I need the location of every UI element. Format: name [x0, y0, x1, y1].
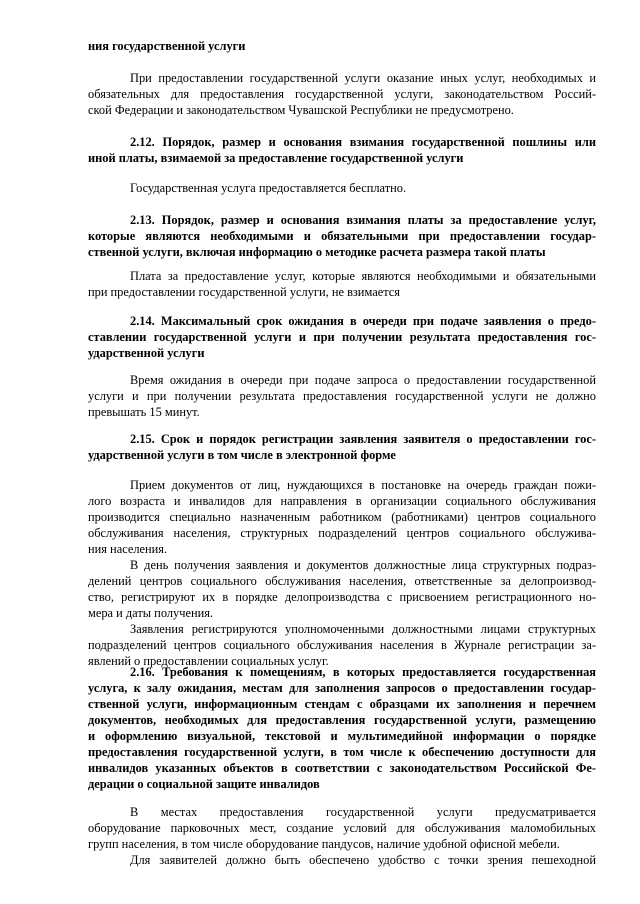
heading-continuation — [88, 38, 596, 54]
section-2-14-text-line: Время ожидания в очереди при подаче запроса о предоставлении государственной — [130, 373, 596, 387]
section-2-16-text-line: Для заявителей должно быть обеспечено удобство с точки зрения пешеходной — [130, 853, 596, 867]
section-2-14-text-line: превышать 15 минут. — [88, 405, 200, 419]
section-2-16-heading-line: ственной услуги, информационным стендам с образцами их заполнения и перечнем — [88, 697, 596, 711]
section-2-16-heading-line: и оформлению визуальной, текстовой и мультимедийной информации о порядке — [88, 729, 596, 743]
section-2-16-heading-line: предоставления государственной услуги, в том числе к обеспечению доступности для — [88, 745, 596, 759]
section-2-12-heading-line: 2.12. Порядок, размер и основания взимания государственной пошлины или — [130, 135, 596, 149]
section-2-15-heading-line: 2.15. Срок и порядок регистрации заявления заявителя о предоставлении гос- — [130, 432, 596, 446]
intro-heading-tail-line: ния государственной услуги — [88, 39, 246, 53]
section-2-13-heading-line: которые являются необходимыми и обязательными при предоставлении государ- — [88, 229, 596, 243]
other-services-par-line: ской Федерации и законодательством Чувашской Республики не предусмотрено. — [88, 103, 514, 117]
section-2-15-text-line: подразделений центров социального обслуживания населения в Журнале регистрации за- — [88, 638, 596, 652]
section-2-13-heading-line: ственной услуги, включая информацию о методике расчета размера такой платы — [88, 245, 546, 259]
section-2-14-heading-line: ударственной услуги — [88, 346, 205, 360]
section-2-12-text-line: Государственная услуга предоставляется бесплатно. — [130, 181, 407, 195]
section-2-15-text-line: ния населения. — [88, 542, 168, 556]
section-2-12-heading — [88, 134, 596, 166]
section-2-15-heading — [88, 431, 596, 463]
section-2-16-text-line: оборудование парковочных мест, создание условий для обслуживания маломобильных — [88, 821, 596, 835]
section-2-15-text-line: явлений о предоставлении социальных услуг. — [88, 654, 329, 668]
section-2-13-text-line: Плата за предоставление услуг, которые являются необходимыми и обязательными — [130, 269, 596, 283]
section-2-16-text-line: групп населения, в том числе оборудование пандусов, наличие удобной офисной мебели. — [88, 837, 560, 851]
section-2-14-text-line: услуги и при получении результата предоставления государственной услуги не должно — [88, 389, 596, 403]
section-2-16-paragraph — [88, 804, 596, 868]
section-2-13-heading — [88, 212, 596, 260]
section-2-16-text-line: В местах предоставления государственной услуги предусматривается — [130, 805, 596, 819]
section-2-13-heading-line: 2.13. Порядок, размер и основания взимания платы за предоставление услуг, — [130, 213, 596, 227]
paragraph-other-services — [88, 70, 596, 118]
section-2-12-paragraph — [88, 180, 596, 196]
section-2-15-text-line: мера и даты получения. — [88, 606, 214, 620]
section-2-15-text-line: Прием документов от лиц, нуждающихся в постановке на очередь граждан пожи- — [130, 478, 596, 492]
other-services-par-line: При предоставлении государственной услуги оказание иных услуг, необходимых и — [130, 71, 596, 85]
section-2-13-text-line: при предоставлении государственной услуги, не взимается — [88, 285, 400, 299]
section-2-16-heading — [88, 664, 596, 792]
section-2-14-paragraph — [88, 372, 596, 420]
other-services-par-line: обязательных для предоставления государственной услуги, законодательством Россий- — [88, 87, 596, 101]
section-2-12-heading-line: иной платы, взимаемой за предоставление государственной услуги — [88, 151, 464, 165]
section-2-16-heading-line: 2.16. Требования к помещениям, в которых предоставляется государственная — [130, 665, 596, 679]
section-2-15-text-line: ство, регистрируют их в порядке делопроизводства с присвоением регистрационного но- — [88, 590, 596, 604]
section-2-15-text-line: делений центров социального обслуживания населения, ответственные за делопроизвод- — [88, 574, 596, 588]
section-2-15-text-line: В день получения заявления и документов должностные лица структурных подраз- — [130, 558, 596, 572]
section-2-16-heading-line: документов, необходимых для предоставления государственной услуги, размещению — [88, 713, 596, 727]
section-2-14-heading-line: 2.14. Максимальный срок ожидания в очереди при подаче заявления о предо- — [130, 314, 596, 328]
section-2-15-text-line: обслуживания населения, структурных подразделений центров социального обслужива- — [88, 526, 596, 540]
section-2-15-text-line: лого возраста и инвалидов для направления в организации социального обслуживания — [88, 494, 596, 508]
section-2-15-paragraph — [88, 477, 596, 669]
section-2-16-heading-line: инвалидов указанных объектов в соответствии с законодательством Российской Фе- — [88, 761, 596, 775]
section-2-16-heading-line: дерации о социальной защите инвалидов — [88, 777, 320, 791]
section-2-15-heading-line: ударственной услуги в том числе в электронной форме — [88, 448, 396, 462]
section-2-14-heading-line: ставлении государственной услуги и при получении результата предоставления гос- — [88, 330, 596, 344]
section-2-16-heading-line: услуга, к залу ожидания, местам для заполнения запросов о предоставлении государ- — [88, 681, 596, 695]
section-2-15-text-line: Заявления регистрируются уполномоченными должностными лицами структурных — [130, 622, 596, 636]
section-2-13-paragraph — [88, 268, 596, 300]
section-2-14-heading — [88, 313, 596, 361]
section-2-15-text-line: производится специально назначенным работником (работниками) центров социального — [88, 510, 596, 524]
